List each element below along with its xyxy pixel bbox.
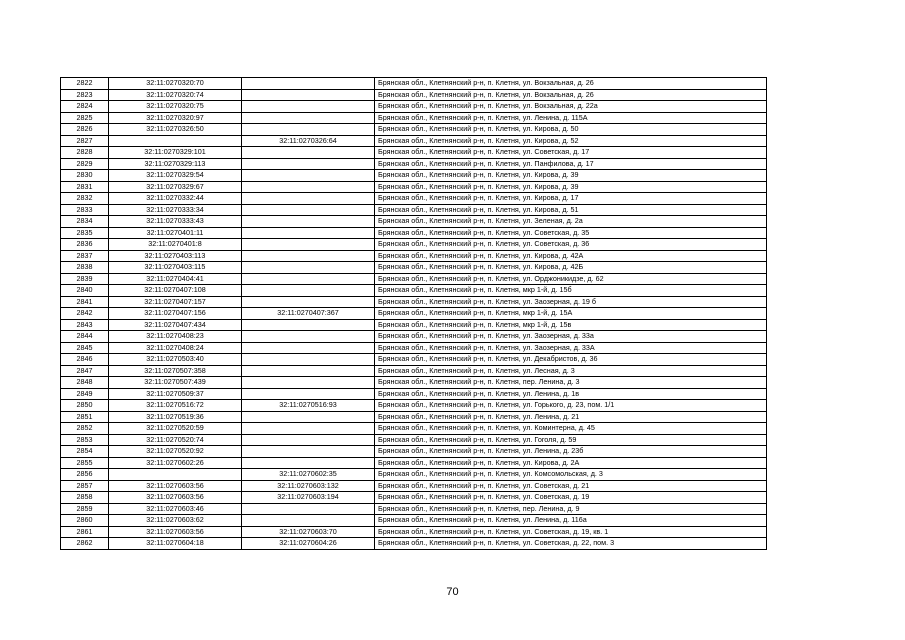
address-cell: Брянская обл., Клетнянский р-н, п. Клетня, ул. Вокзальная, д. 26 — [375, 89, 767, 101]
address-cell: Брянская обл., Клетнянский р-н, п. Клетня, ул. Кирова, д. 52 — [375, 135, 767, 147]
row-number-cell: 2850 — [61, 400, 109, 412]
table-row — [61, 296, 767, 308]
row-number-cell: 2862 — [61, 538, 109, 550]
land-cadastral-number-cell: 32:11:0270408:23 — [109, 331, 242, 343]
address-cell: Брянская обл., Клетнянский р-н, п. Клетня, ул. Советская, д. 36 — [375, 239, 767, 251]
table-row — [61, 457, 767, 469]
row-number-cell: 2827 — [61, 135, 109, 147]
row-number-cell: 2823 — [61, 89, 109, 101]
table-row — [61, 285, 767, 297]
building-cadastral-number-cell: 32:11:0270407:367 — [242, 308, 375, 320]
building-cadastral-number-cell — [242, 89, 375, 101]
row-number-cell: 2847 — [61, 365, 109, 377]
row-number-cell: 2822 — [61, 78, 109, 90]
building-cadastral-number-cell — [242, 181, 375, 193]
address-cell: Брянская обл., Клетнянский р-н, п. Клетня, ул. Кирова, д. 2А — [375, 457, 767, 469]
land-cadastral-number-cell: 32:11:0270603:56 — [109, 480, 242, 492]
table-row — [61, 124, 767, 136]
address-cell: Брянская обл., Клетнянский р-н, п. Клетня, ул. Панфилова, д. 17 — [375, 158, 767, 170]
table-row — [61, 434, 767, 446]
building-cadastral-number-cell — [242, 377, 375, 389]
building-cadastral-number-cell — [242, 423, 375, 435]
building-cadastral-number-cell — [242, 365, 375, 377]
table-row — [61, 216, 767, 228]
row-number-cell: 2855 — [61, 457, 109, 469]
address-cell: Брянская обл., Клетнянский р-н, п. Клетня, ул. Советская, д. 19 — [375, 492, 767, 504]
building-cadastral-number-cell — [242, 411, 375, 423]
registry-table-wrapper — [60, 77, 767, 550]
land-cadastral-number-cell: 32:11:0270507:439 — [109, 377, 242, 389]
address-cell: Брянская обл., Клетнянский р-н, п. Клетня, ул. Кирова, д. 50 — [375, 124, 767, 136]
building-cadastral-number-cell: 32:11:0270326:64 — [242, 135, 375, 147]
row-number-cell: 2859 — [61, 503, 109, 515]
address-cell: Брянская обл., Клетнянский р-н, п. Клетня, ул. Заозерная, д. 19 б — [375, 296, 767, 308]
land-cadastral-number-cell: 32:11:0270329:54 — [109, 170, 242, 182]
land-cadastral-number-cell: 32:11:0270604:18 — [109, 538, 242, 550]
building-cadastral-number-cell — [242, 503, 375, 515]
land-cadastral-number-cell: 32:11:0270503:40 — [109, 354, 242, 366]
address-cell: Брянская обл., Клетнянский р-н, п. Клетня, ул. Гоголя, д. 59 — [375, 434, 767, 446]
table-row — [61, 170, 767, 182]
building-cadastral-number-cell — [242, 319, 375, 331]
table-row — [61, 515, 767, 527]
building-cadastral-number-cell — [242, 354, 375, 366]
table-row — [61, 331, 767, 343]
land-cadastral-number-cell: 32:11:0270516:72 — [109, 400, 242, 412]
address-cell: Брянская обл., Клетнянский р-н, п. Клетня, ул. Декабристов, д. 36 — [375, 354, 767, 366]
building-cadastral-number-cell: 32:11:0270603:194 — [242, 492, 375, 504]
page-number: 70 — [446, 586, 459, 598]
land-cadastral-number-cell — [109, 135, 242, 147]
address-cell: Брянская обл., Клетнянский р-н, п. Клетня, ул. Кирова, д. 17 — [375, 193, 767, 205]
address-cell: Брянская обл., Клетнянский р-н, п. Клетня, ул. Советская, д. 35 — [375, 227, 767, 239]
building-cadastral-number-cell — [242, 457, 375, 469]
row-number-cell: 2857 — [61, 480, 109, 492]
address-cell: Брянская обл., Клетнянский р-н, п. Клетня, ул. Советская, д. 21 — [375, 480, 767, 492]
table-row — [61, 262, 767, 274]
table-row — [61, 308, 767, 320]
row-number-cell: 2858 — [61, 492, 109, 504]
table-row — [61, 204, 767, 216]
land-cadastral-number-cell: 32:11:0270333:34 — [109, 204, 242, 216]
address-cell: Брянская обл., Клетнянский р-н, п. Клетня, мкр 1-й, д. 15в — [375, 319, 767, 331]
land-cadastral-number-cell: 32:11:0270507:358 — [109, 365, 242, 377]
table-row — [61, 400, 767, 412]
row-number-cell: 2836 — [61, 239, 109, 251]
land-cadastral-number-cell: 32:11:0270603:62 — [109, 515, 242, 527]
address-cell: Брянская обл., Клетнянский р-н, п. Клетня, ул. Лесная, д. 3 — [375, 365, 767, 377]
address-cell: Брянская обл., Клетнянский р-н, п. Клетня, ул. Горького, д. 23, пом. 1/1 — [375, 400, 767, 412]
row-number-cell: 2856 — [61, 469, 109, 481]
building-cadastral-number-cell — [242, 250, 375, 262]
building-cadastral-number-cell — [242, 239, 375, 251]
address-cell: Брянская обл., Клетнянский р-н, п. Клетня, ул. Ленина, д. 21 — [375, 411, 767, 423]
row-number-cell: 2824 — [61, 101, 109, 113]
land-cadastral-number-cell: 32:11:0270329:67 — [109, 181, 242, 193]
building-cadastral-number-cell — [242, 262, 375, 274]
land-cadastral-number-cell: 32:11:0270329:101 — [109, 147, 242, 159]
building-cadastral-number-cell — [242, 388, 375, 400]
row-number-cell: 2844 — [61, 331, 109, 343]
land-cadastral-number-cell: 32:11:0270407:108 — [109, 285, 242, 297]
row-number-cell: 2852 — [61, 423, 109, 435]
land-cadastral-number-cell: 32:11:0270403:115 — [109, 262, 242, 274]
row-number-cell: 2835 — [61, 227, 109, 239]
row-number-cell: 2828 — [61, 147, 109, 159]
row-number-cell: 2834 — [61, 216, 109, 228]
building-cadastral-number-cell: 32:11:0270516:93 — [242, 400, 375, 412]
table-row — [61, 377, 767, 389]
land-cadastral-number-cell: 32:11:0270520:92 — [109, 446, 242, 458]
building-cadastral-number-cell — [242, 112, 375, 124]
building-cadastral-number-cell — [242, 170, 375, 182]
building-cadastral-number-cell — [242, 515, 375, 527]
table-row — [61, 227, 767, 239]
address-cell: Брянская обл., Клетнянский р-н, п. Клетня, ул. Кирова, д. 39 — [375, 170, 767, 182]
table-row — [61, 239, 767, 251]
address-cell: Брянская обл., Клетнянский р-н, п. Клетня, ул. Ленина, д. 1в — [375, 388, 767, 400]
address-cell: Брянская обл., Клетнянский р-н, п. Клетня, мкр 1-й, д. 15А — [375, 308, 767, 320]
registry-table-body — [61, 78, 767, 550]
land-cadastral-number-cell: 32:11:0270332:44 — [109, 193, 242, 205]
address-cell: Брянская обл., Клетнянский р-н, п. Клетня, ул. Вокзальная, д. 26 — [375, 78, 767, 90]
building-cadastral-number-cell — [242, 342, 375, 354]
table-row — [61, 538, 767, 550]
table-row — [61, 492, 767, 504]
row-number-cell: 2848 — [61, 377, 109, 389]
land-cadastral-number-cell: 32:11:0270326:50 — [109, 124, 242, 136]
land-cadastral-number-cell — [109, 469, 242, 481]
address-cell: Брянская обл., Клетнянский р-н, п. Клетня, ул. Ленина, д. 115А — [375, 112, 767, 124]
table-row — [61, 89, 767, 101]
address-cell: Брянская обл., Клетнянский р-н, п. Клетня, ул. Кирова, д. 39 — [375, 181, 767, 193]
table-row — [61, 411, 767, 423]
row-number-cell: 2845 — [61, 342, 109, 354]
row-number-cell: 2846 — [61, 354, 109, 366]
table-row — [61, 101, 767, 113]
building-cadastral-number-cell — [242, 78, 375, 90]
land-cadastral-number-cell: 32:11:0270401:8 — [109, 239, 242, 251]
row-number-cell: 2840 — [61, 285, 109, 297]
table-row — [61, 250, 767, 262]
registry-table — [60, 77, 767, 550]
table-row — [61, 423, 767, 435]
table-row — [61, 273, 767, 285]
building-cadastral-number-cell — [242, 204, 375, 216]
address-cell: Брянская обл., Клетнянский р-н, п. Клетня, ул. Орджоникидзе, д. 62 — [375, 273, 767, 285]
building-cadastral-number-cell — [242, 331, 375, 343]
land-cadastral-number-cell: 32:11:0270520:59 — [109, 423, 242, 435]
row-number-cell: 2849 — [61, 388, 109, 400]
row-number-cell: 2854 — [61, 446, 109, 458]
land-cadastral-number-cell: 32:11:0270602:26 — [109, 457, 242, 469]
land-cadastral-number-cell: 32:11:0270407:434 — [109, 319, 242, 331]
address-cell: Брянская обл., Клетнянский р-н, п. Клетня, ул. Вокзальная, д. 22а — [375, 101, 767, 113]
table-row — [61, 181, 767, 193]
land-cadastral-number-cell: 32:11:0270320:70 — [109, 78, 242, 90]
row-number-cell: 2837 — [61, 250, 109, 262]
land-cadastral-number-cell: 32:11:0270320:75 — [109, 101, 242, 113]
row-number-cell: 2832 — [61, 193, 109, 205]
row-number-cell: 2830 — [61, 170, 109, 182]
land-cadastral-number-cell: 32:11:0270329:113 — [109, 158, 242, 170]
address-cell: Брянская обл., Клетнянский р-н, п. Клетня, ул. Советская, д. 17 — [375, 147, 767, 159]
building-cadastral-number-cell: 32:11:0270602:35 — [242, 469, 375, 481]
row-number-cell: 2851 — [61, 411, 109, 423]
table-row — [61, 78, 767, 90]
building-cadastral-number-cell: 32:11:0270604:26 — [242, 538, 375, 550]
building-cadastral-number-cell — [242, 124, 375, 136]
building-cadastral-number-cell — [242, 227, 375, 239]
row-number-cell: 2826 — [61, 124, 109, 136]
land-cadastral-number-cell: 32:11:0270401:11 — [109, 227, 242, 239]
address-cell: Брянская обл., Клетнянский р-н, п. Клетня, пер. Ленина, д. 9 — [375, 503, 767, 515]
land-cadastral-number-cell: 32:11:0270407:157 — [109, 296, 242, 308]
table-row — [61, 354, 767, 366]
land-cadastral-number-cell: 32:11:0270603:56 — [109, 492, 242, 504]
building-cadastral-number-cell — [242, 216, 375, 228]
building-cadastral-number-cell — [242, 193, 375, 205]
address-cell: Брянская обл., Клетнянский р-н, п. Клетня, ул. Советская, д. 22, пом. 3 — [375, 538, 767, 550]
row-number-cell: 2841 — [61, 296, 109, 308]
table-row — [61, 112, 767, 124]
building-cadastral-number-cell — [242, 285, 375, 297]
address-cell: Брянская обл., Клетнянский р-н, п. Клетня, ул. Кирова, д. 42А — [375, 250, 767, 262]
table-row — [61, 469, 767, 481]
table-row — [61, 446, 767, 458]
row-number-cell: 2839 — [61, 273, 109, 285]
land-cadastral-number-cell: 32:11:0270320:74 — [109, 89, 242, 101]
table-row — [61, 147, 767, 159]
address-cell: Брянская обл., Клетнянский р-н, п. Клетня, ул. Зеленая, д. 2а — [375, 216, 767, 228]
address-cell: Брянская обл., Клетнянский р-н, п. Клетня, ул. Ленина, д. 116а — [375, 515, 767, 527]
table-row — [61, 526, 767, 538]
row-number-cell: 2838 — [61, 262, 109, 274]
land-cadastral-number-cell: 32:11:0270403:113 — [109, 250, 242, 262]
building-cadastral-number-cell: 32:11:0270603:70 — [242, 526, 375, 538]
table-row — [61, 342, 767, 354]
land-cadastral-number-cell: 32:11:0270603:56 — [109, 526, 242, 538]
address-cell: Брянская обл., Клетнянский р-н, п. Клетня, ул. Заозерная, д. 33а — [375, 331, 767, 343]
table-row — [61, 365, 767, 377]
land-cadastral-number-cell: 32:11:0270519:36 — [109, 411, 242, 423]
address-cell: Брянская обл., Клетнянский р-н, п. Клетня, ул. Комсомольская, д. 3 — [375, 469, 767, 481]
address-cell: Брянская обл., Клетнянский р-н, п. Клетня, мкр 1-й, д. 15б — [375, 285, 767, 297]
land-cadastral-number-cell: 32:11:0270407:156 — [109, 308, 242, 320]
table-row — [61, 158, 767, 170]
row-number-cell: 2861 — [61, 526, 109, 538]
address-cell: Брянская обл., Клетнянский р-н, п. Клетня, ул. Советская, д. 19, кв. 1 — [375, 526, 767, 538]
table-row — [61, 193, 767, 205]
building-cadastral-number-cell — [242, 158, 375, 170]
table-row — [61, 503, 767, 515]
land-cadastral-number-cell: 32:11:0270404:41 — [109, 273, 242, 285]
row-number-cell: 2829 — [61, 158, 109, 170]
address-cell: Брянская обл., Клетнянский р-н, п. Клетня, ул. Кирова, д. 51 — [375, 204, 767, 216]
address-cell: Брянская обл., Клетнянский р-н, п. Клетня, ул. Ленина, д. 23б — [375, 446, 767, 458]
building-cadastral-number-cell — [242, 434, 375, 446]
table-row — [61, 480, 767, 492]
land-cadastral-number-cell: 32:11:0270333:43 — [109, 216, 242, 228]
address-cell: Брянская обл., Клетнянский р-н, п. Клетня, пер. Ленина, д. 3 — [375, 377, 767, 389]
address-cell: Брянская обл., Клетнянский р-н, п. Клетня, ул. Заозерная, д. 33А — [375, 342, 767, 354]
address-cell: Брянская обл., Клетнянский р-н, п. Клетня, ул. Коминтерна, д. 45 — [375, 423, 767, 435]
building-cadastral-number-cell: 32:11:0270603:132 — [242, 480, 375, 492]
building-cadastral-number-cell — [242, 446, 375, 458]
building-cadastral-number-cell — [242, 147, 375, 159]
table-row — [61, 388, 767, 400]
building-cadastral-number-cell — [242, 296, 375, 308]
address-cell: Брянская обл., Клетнянский р-н, п. Клетня, ул. Кирова, д. 42Б — [375, 262, 767, 274]
row-number-cell: 2860 — [61, 515, 109, 527]
building-cadastral-number-cell — [242, 101, 375, 113]
row-number-cell: 2853 — [61, 434, 109, 446]
row-number-cell: 2831 — [61, 181, 109, 193]
row-number-cell: 2843 — [61, 319, 109, 331]
table-row — [61, 319, 767, 331]
row-number-cell: 2842 — [61, 308, 109, 320]
land-cadastral-number-cell: 32:11:0270509:37 — [109, 388, 242, 400]
land-cadastral-number-cell: 32:11:0270520:74 — [109, 434, 242, 446]
row-number-cell: 2825 — [61, 112, 109, 124]
building-cadastral-number-cell — [242, 273, 375, 285]
land-cadastral-number-cell: 32:11:0270408:24 — [109, 342, 242, 354]
land-cadastral-number-cell: 32:11:0270320:97 — [109, 112, 242, 124]
row-number-cell: 2833 — [61, 204, 109, 216]
table-row — [61, 135, 767, 147]
land-cadastral-number-cell: 32:11:0270603:46 — [109, 503, 242, 515]
